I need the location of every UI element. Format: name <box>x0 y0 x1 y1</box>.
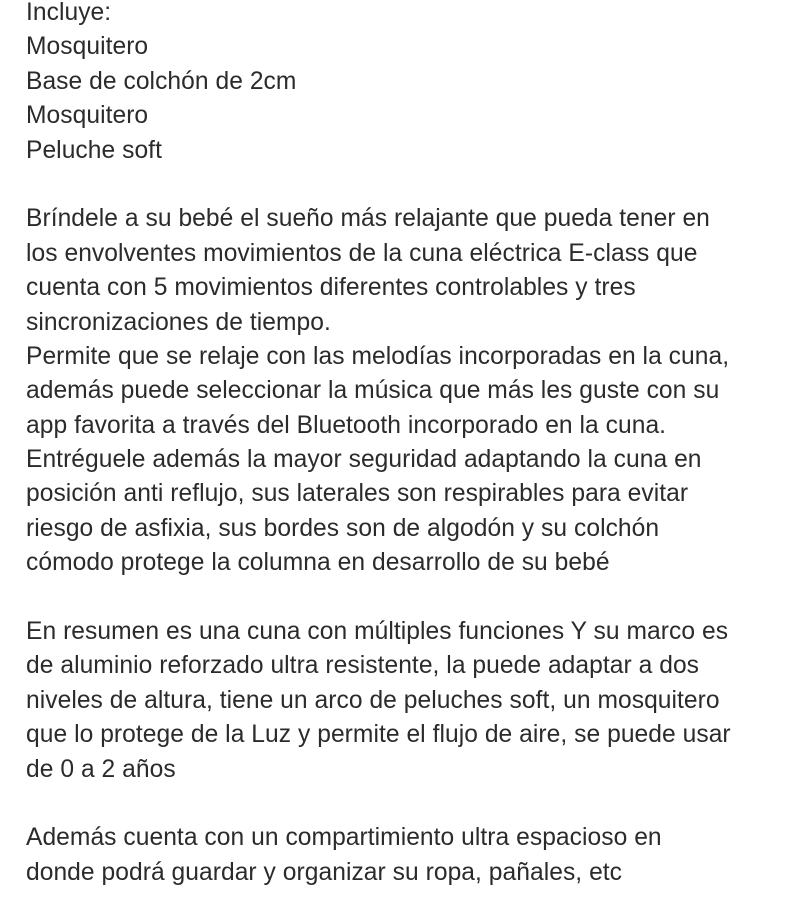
summary-line: En resumen es una cuna con múltiples funciones Y su marco es <box>26 618 729 646</box>
description-line: Entréguele además la mayor seguridad adaptando la cuna en <box>26 446 702 474</box>
includes-item: Base de colchón de 2cm <box>26 67 297 95</box>
description-line: riesgo de asfixia, sus bordes son de algodón y su colchón <box>26 514 660 542</box>
description-line: sincronizaciones de tiempo. <box>26 308 331 336</box>
summary-line: de 0 a 2 años <box>26 755 176 783</box>
description-paragraph <box>26 202 794 580</box>
description-line: cuenta con 5 movimientos diferentes controlables y tres <box>26 274 636 302</box>
description-line: Bríndele a su bebé el sueño más relajante que pueda tener en <box>26 205 710 233</box>
description-line: los envolventes movimientos de la cuna eléctrica E-class que <box>26 239 698 267</box>
includes-item: Peluche soft <box>26 136 162 164</box>
storage-paragraph <box>26 821 794 890</box>
storage-line: donde podrá guardar y organizar su ropa, pañales, etc <box>26 858 623 886</box>
paragraph-spacer <box>26 787 794 821</box>
product-description-document <box>26 0 794 890</box>
summary-line: niveles de altura, tiene un arco de peluches soft, un mosquitero <box>26 686 720 714</box>
summary-line: que lo protege de la Luz y permite el flujo de aire, se puede usar <box>26 721 731 749</box>
summary-line: de aluminio reforzado ultra resistente, la puede adaptar a dos <box>26 652 700 680</box>
description-line: además puede seleccionar la música que más les guste con su <box>26 377 720 405</box>
includes-section <box>26 0 794 168</box>
description-line: posición anti reflujo, sus laterales son respirables para evitar <box>26 480 689 508</box>
includes-item: Mosquitero <box>26 33 149 61</box>
storage-line: Además cuenta con un compartimiento ultra espacioso en <box>26 824 662 852</box>
description-line: cómodo protege la columna en desarrollo de su bebé <box>26 549 610 577</box>
summary-paragraph <box>26 615 794 787</box>
includes-heading: Incluye: <box>26 0 112 26</box>
description-line: app favorita a través del Bluetooth incorporado en la cuna. <box>26 411 667 439</box>
includes-item: Mosquitero <box>26 102 149 130</box>
description-line: Permite que se relaje con las melodías incorporadas en la cuna, <box>26 342 730 370</box>
paragraph-spacer <box>26 168 794 202</box>
paragraph-spacer <box>26 581 794 615</box>
